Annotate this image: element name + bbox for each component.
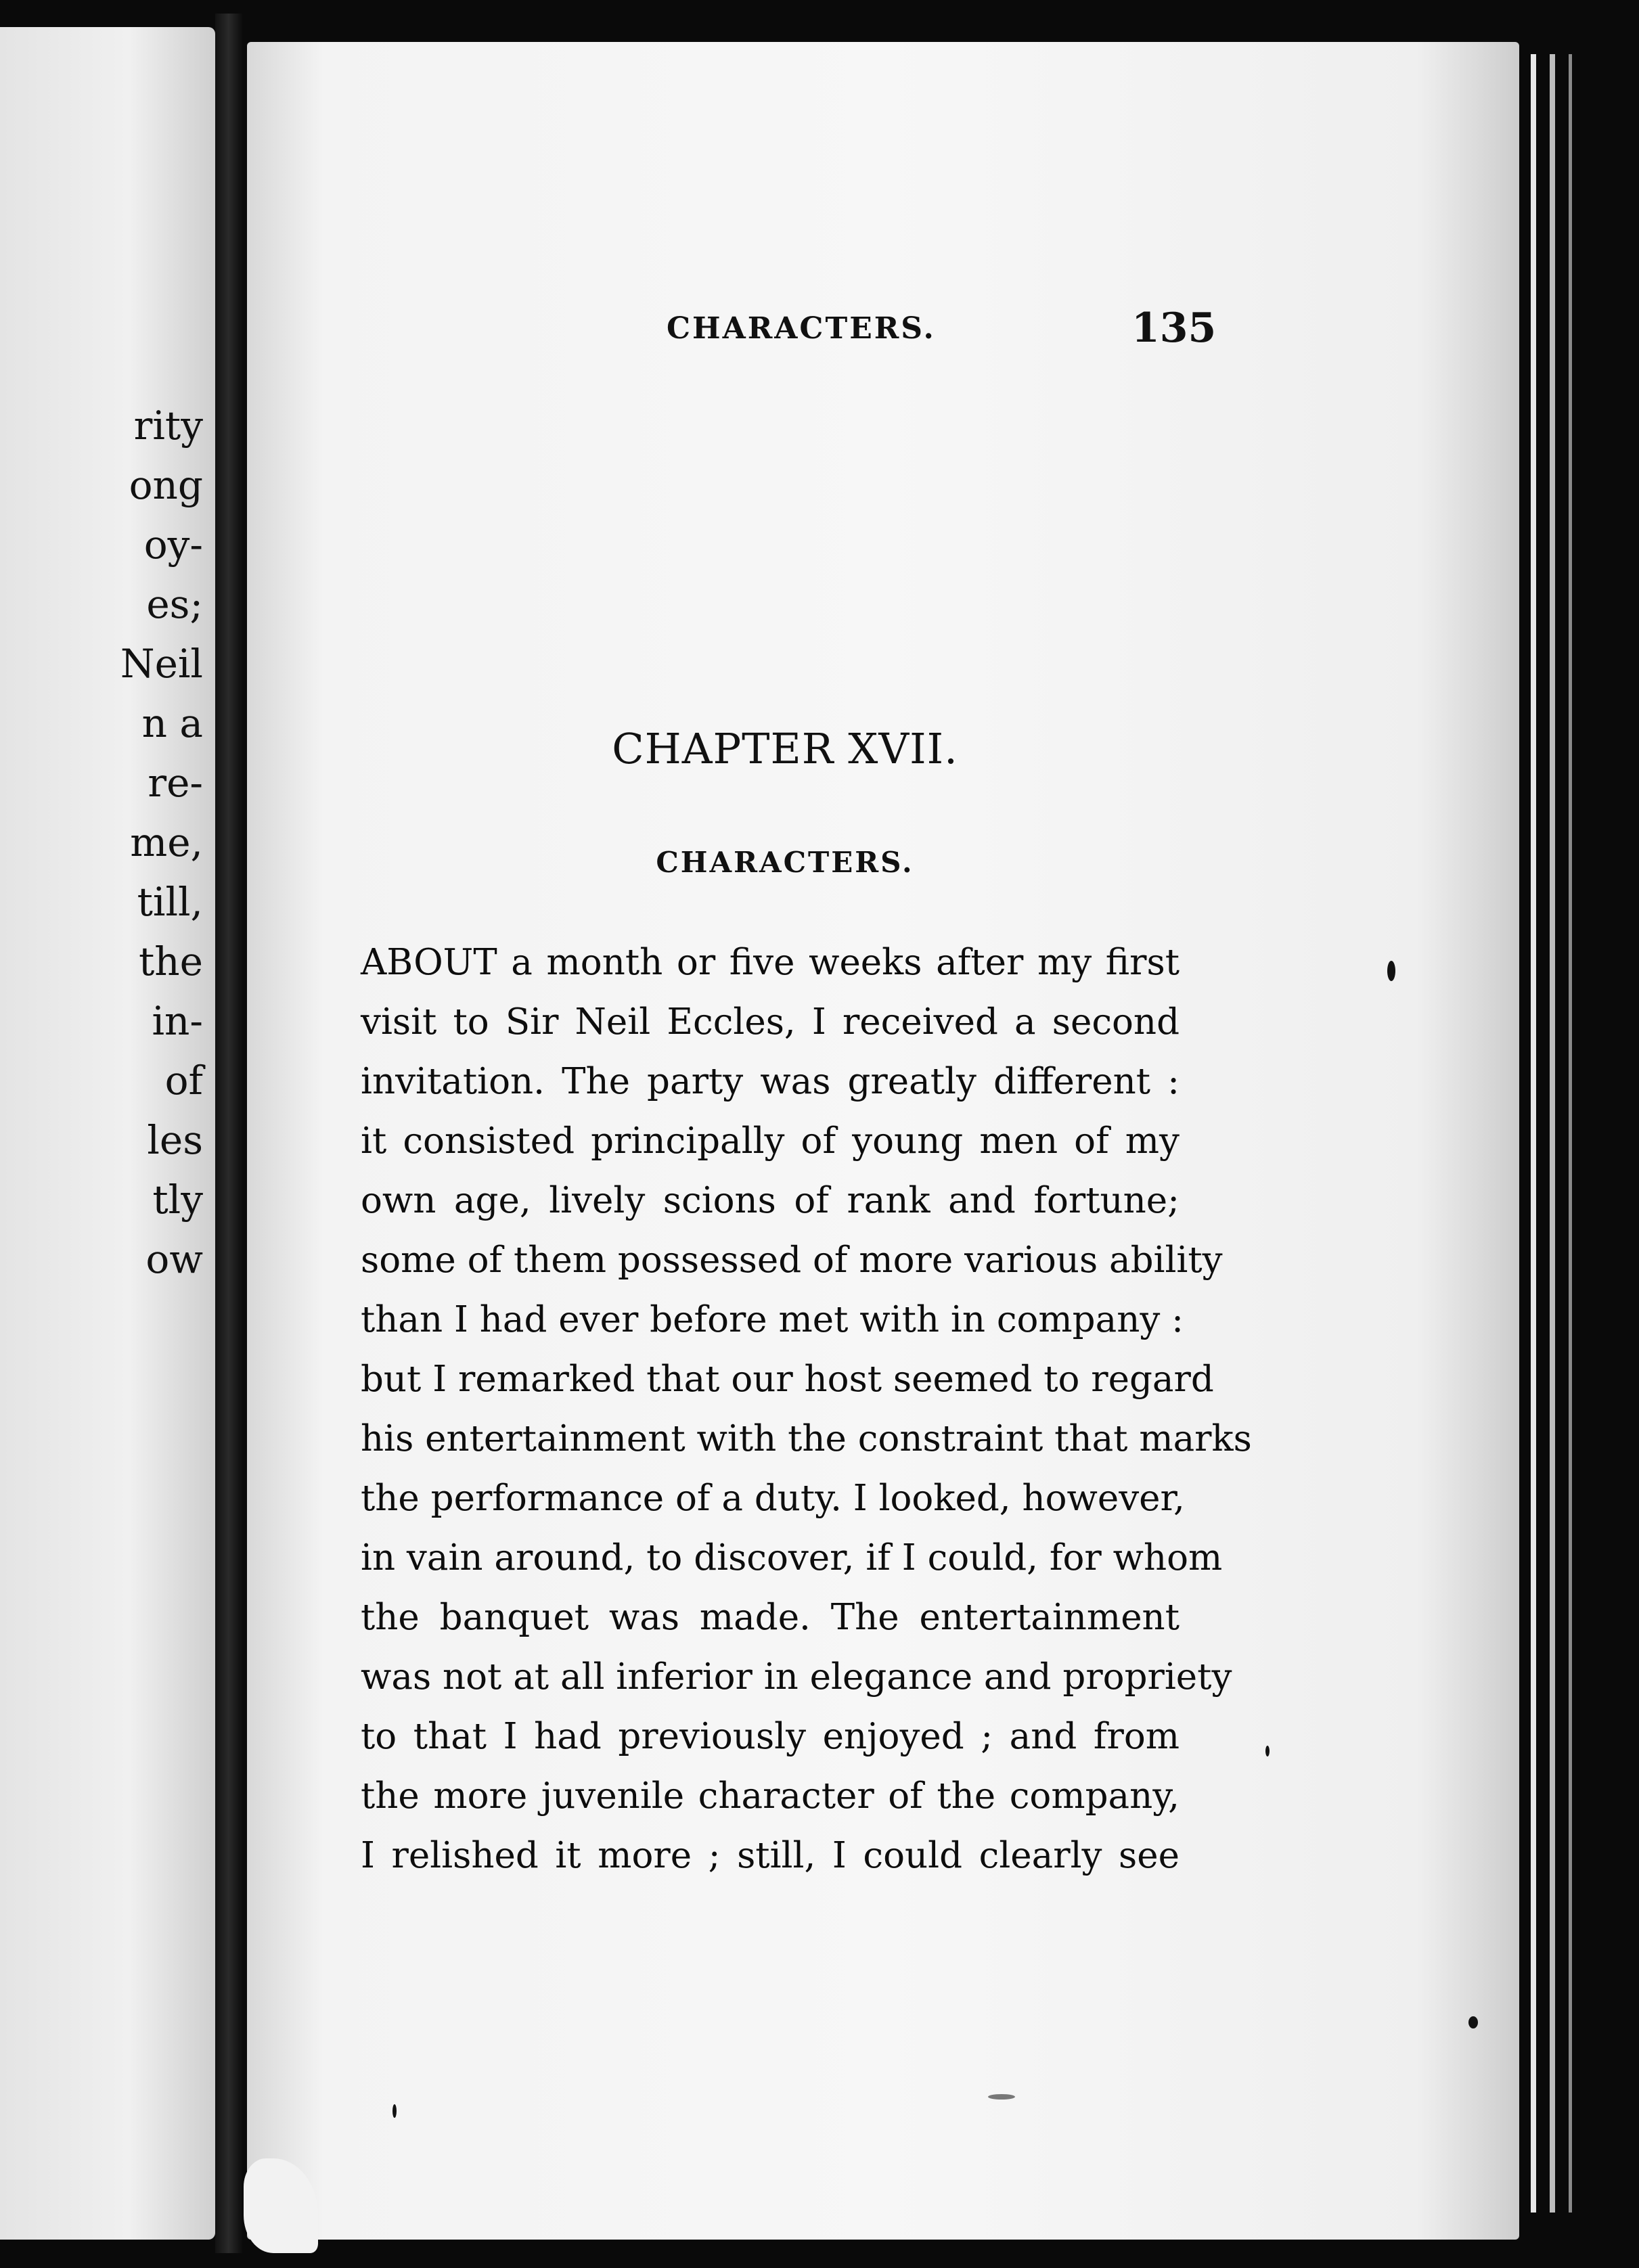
body-line: invitation. The party was greatly different : [361, 1061, 1180, 1102]
body-line: it consisted principally of young men of my [361, 1120, 1180, 1162]
left-fragment: in- [152, 998, 203, 1044]
left-fragment: of [164, 1058, 203, 1104]
page-edge [1550, 54, 1555, 2213]
left-fragment: rity [133, 403, 203, 449]
body-line: his entertainment with the constraint that marks [361, 1418, 1252, 1459]
body-line: but I remarked that our host seemed to regard [361, 1359, 1214, 1400]
body-line: visit to Sir Neil Eccles, I received a second [361, 1001, 1180, 1043]
page-number: 135 [1131, 304, 1217, 352]
page-edge [1531, 54, 1536, 2213]
book-gutter [215, 14, 242, 2253]
body-line: the performance of a duty. I looked, however, [361, 1478, 1185, 1519]
body-line: in vain around, to discover, if I could, for whom [361, 1537, 1223, 1579]
body-line: was not at all inferior in elegance and propriety [361, 1656, 1232, 1698]
left-fragment: till, [137, 879, 203, 925]
body-line: ABOUT a month or five weeks after my first [361, 942, 1180, 983]
left-fragment: re- [148, 760, 203, 806]
left-fragment: es; [146, 581, 203, 627]
left-fragment: me, [130, 819, 203, 865]
ink-speck [1387, 961, 1395, 981]
ink-speck [988, 2094, 1015, 2100]
page-edge [1569, 54, 1572, 2213]
chapter-title: CHAPTER XVII. [612, 724, 958, 773]
left-fragment: n a [141, 700, 203, 746]
body-line: I relished it more ; still, I could clearly see [361, 1835, 1180, 1876]
running-header: CHARACTERS. [667, 311, 936, 346]
left-page [0, 27, 215, 2240]
left-fragment: oy- [143, 522, 203, 568]
ink-speck [1265, 1746, 1270, 1756]
left-fragment: les [147, 1117, 203, 1163]
left-fragment: Neil [120, 641, 203, 687]
body-line: than I had ever before met with in company : [361, 1299, 1184, 1340]
ink-speck [1468, 2016, 1478, 2028]
left-fragment: ong [129, 462, 203, 508]
left-fragment: ow [145, 1236, 203, 1282]
left-fragment: tly [152, 1177, 203, 1223]
left-fragment: the [139, 938, 203, 984]
body-line: own age, lively scions of rank and fortune; [361, 1180, 1180, 1221]
chapter-subtitle: CHARACTERS. [656, 846, 914, 879]
body-line: the more juvenile character of the company, [361, 1775, 1180, 1817]
body-line: the banquet was made. The entertainment [361, 1597, 1180, 1638]
body-line: to that I had previously enjoyed ; and from [361, 1716, 1180, 1757]
body-line: some of them possessed of more various ability [361, 1240, 1223, 1281]
ink-speck [392, 2104, 397, 2118]
